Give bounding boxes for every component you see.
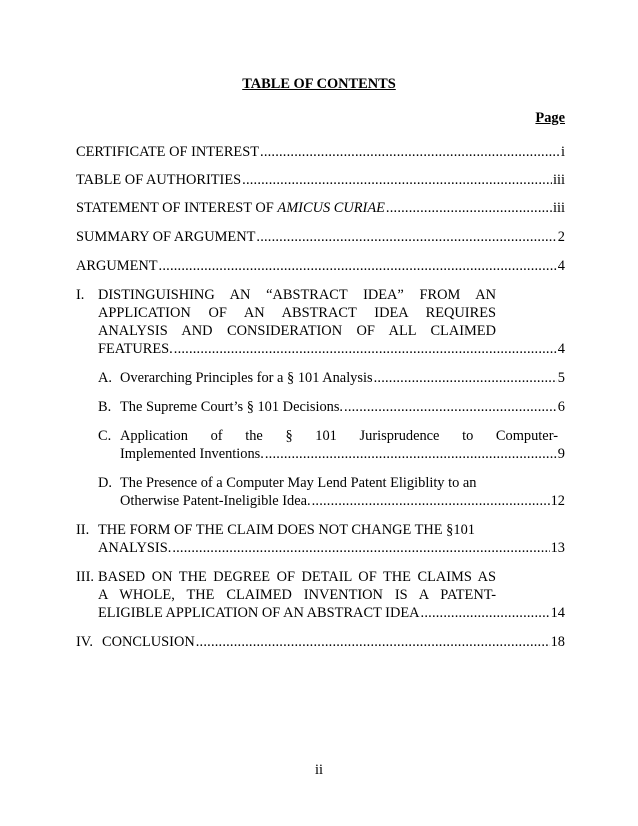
section-number: I.: [76, 287, 85, 303]
section-number: IV.: [76, 634, 93, 650]
toc-entry-label: TABLE OF AUTHORITIES: [76, 172, 242, 188]
toc-entry-argument[interactable]: [76, 258, 565, 275]
toc-entry-label: ELIGIBLE APPLICATION OF AN ABSTRACT IDEA: [98, 605, 420, 621]
toc-line-text: DISTINGUISHING AN “ABSTRACT IDEA” FROM AN: [98, 287, 496, 303]
dot-leader: [256, 229, 556, 246]
toc-entry-page: 9: [557, 446, 565, 462]
dot-leader: [196, 634, 550, 651]
toc-entry-label: CERTIFICATE OF INTEREST: [76, 144, 260, 160]
toc-entry-label: ARGUMENT: [76, 258, 158, 274]
dot-leader: [312, 493, 550, 510]
toc-line-last: [120, 493, 565, 510]
toc-entry-page: 4: [557, 341, 565, 357]
toc-entry-page: 14: [550, 605, 565, 621]
toc-entry-page: 13: [550, 540, 565, 556]
toc-entry-label: The Supreme Court’s § 101 Decisions.: [120, 399, 344, 415]
toc-entry-label: SUMMARY OF ARGUMENT: [76, 229, 256, 245]
subsection-number: A.: [98, 370, 112, 386]
section-number: II.: [76, 522, 90, 538]
toc-entry-page: iii: [553, 172, 565, 188]
page-number-footer: ii: [315, 762, 323, 778]
toc-line-text: ANALYSIS AND CONSIDERATION OF ALL CLAIMED: [98, 323, 496, 339]
toc-entry-page: 2: [557, 229, 565, 245]
toc-entry-label: [76, 200, 385, 217]
toc-line-text: Application of the § 101 Jurisprudence to Computer-: [120, 428, 558, 444]
dot-leader: [174, 341, 557, 358]
section-number: III.: [76, 569, 94, 585]
toc-line-text: THE FORM OF THE CLAIM DOES NOT CHANGE THE §101: [98, 522, 475, 538]
toc-entry-authorities[interactable]: [76, 172, 565, 189]
subsection-number: D.: [98, 475, 112, 491]
toc-line-text: APPLICATION OF AN ABSTRACT IDEA REQUIRES: [98, 305, 496, 321]
toc-entry-statement[interactable]: [76, 200, 565, 217]
dot-leader: [242, 172, 552, 189]
toc-line-text: BASED ON THE DEGREE OF DETAIL OF THE CLAIMS AS: [98, 569, 496, 585]
toc-line-text: The Presence of a Computer May Lend Patent Eligiblity to an: [120, 475, 477, 491]
subsection-number: B.: [98, 399, 112, 415]
toc-entry-label-italic: AMICUS CURIAE: [277, 200, 385, 216]
dot-leader: [386, 200, 552, 217]
toc-entry-label: Implemented Inventions.: [120, 446, 264, 462]
toc-entry-label: Overarching Principles for a § 101 Analysis: [120, 370, 373, 386]
toc-entry-label-text: STATEMENT OF INTEREST OF: [76, 200, 278, 216]
dot-leader: [265, 446, 557, 463]
page-column-heading: Page: [535, 110, 565, 126]
dot-leader: [421, 605, 550, 622]
dot-leader: [344, 399, 557, 416]
toc-line-last: [120, 370, 565, 387]
toc-entry-page: 18: [550, 634, 565, 650]
toc-line-text: A WHOLE, THE CLAIMED INVENTION IS A PATENT-: [98, 587, 496, 603]
dot-leader: [159, 258, 557, 275]
toc-entry-page: i: [561, 144, 565, 160]
toc-entry-label: ANALYSIS.: [98, 540, 172, 556]
toc-entry-page: iii: [553, 200, 565, 216]
toc-entry-page: 6: [557, 399, 565, 415]
toc-entry-label: FEATURES.: [98, 341, 173, 357]
toc-entry-label: CONCLUSION: [102, 634, 195, 650]
dot-leader: [172, 540, 549, 557]
subsection-number: C.: [98, 428, 112, 444]
toc-line-last: [102, 634, 565, 651]
toc-entry-page: 4: [557, 258, 565, 274]
toc-line-last: [120, 399, 565, 416]
toc-line-last: [98, 540, 565, 557]
toc-line-last: [98, 605, 565, 622]
toc-line-last: [120, 446, 565, 463]
toc-entry-summary[interactable]: [76, 229, 565, 246]
toc-entry-label: Otherwise Patent-Ineligible Idea.: [120, 493, 311, 509]
dot-leader: [260, 144, 560, 161]
toc-line-last: [98, 341, 565, 358]
toc-entry-page: 5: [557, 370, 565, 386]
toc-entry-certificate[interactable]: [76, 144, 565, 161]
toc-title: TABLE OF CONTENTS: [242, 76, 396, 92]
dot-leader: [374, 370, 557, 387]
toc-entry-page: 12: [550, 493, 565, 509]
